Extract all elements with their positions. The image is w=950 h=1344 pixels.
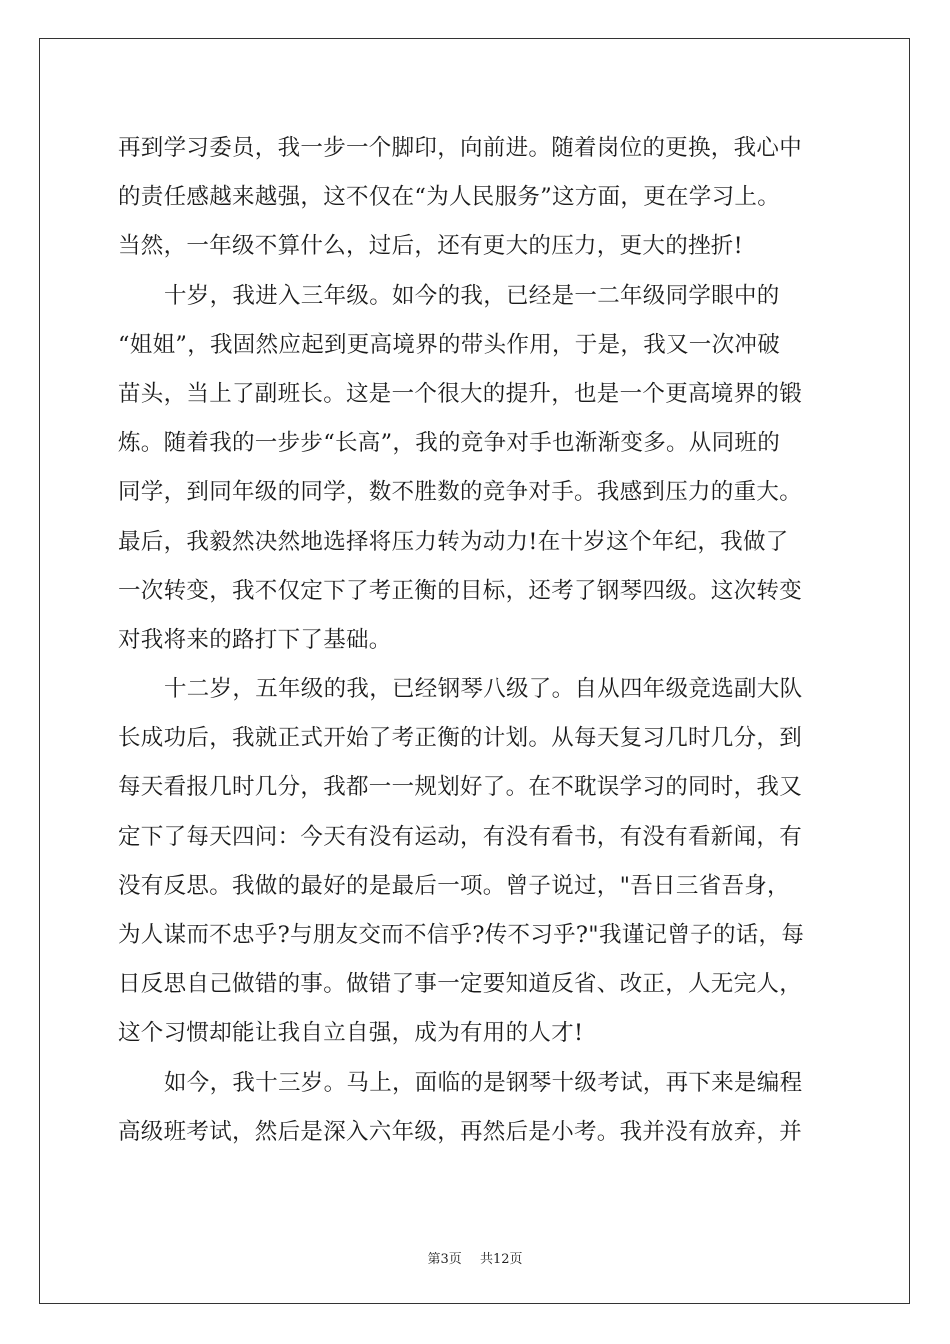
text-line: 十二岁，五年级的我，已经钢琴八级了。自从四年级竞选副大队 (164, 676, 803, 703)
text-line: 当然，一年级不算什么，过后，还有更大的压力，更大的挫折! (118, 233, 743, 260)
text-line: 定下了每天四问：今天有没有运动，有没有看书，有没有看新闻，有 (118, 823, 803, 850)
text-line: 再到学习委员，我一步一个脚印，向前进。随着岗位的更换，我心中 (118, 135, 803, 161)
text-line: 对我将来的路打下了基础。 (118, 626, 392, 653)
text-line: 这个习惯却能让我自立自强，成为有用的人才! (118, 1020, 584, 1047)
text-line: 的责任感越来越强，这不仅在“为人民服务”这方面，更在学习上。 (118, 184, 781, 211)
text-line: 高级班考试，然后是深入六年级，再然后是小考。我并没有放弃，并 (118, 1118, 803, 1145)
text-line: 为人谋而不忠乎?与朋友交而不信乎?传不习乎?"我谨记曾子的话，每 (118, 922, 805, 948)
text-line: 苗头，当上了副班长。这是一个很大的提升，也是一个更高境界的锻 (118, 380, 803, 407)
text-line: 长成功后，我就正式开始了考正衡的计划。从每天复习几时几分，到 (118, 725, 803, 752)
page-number: 第3页 (427, 1252, 462, 1267)
text-line: 每天看报几时几分，我都一一规划好了。在不耽误学习的同时，我又 (118, 774, 803, 801)
text-line: “姐姐”，我固然应起到更高境界的带头作用，于是，我又一次冲破 (118, 331, 781, 358)
document-body (118, 124, 834, 1157)
text-line: 日反思自己做错的事。做错了事一定要知道反省、改正，人无完人， (118, 971, 803, 998)
text-line: 同学，到同年级的同学，数不胜数的竞争对手。我感到压力的重大。 (118, 479, 803, 506)
page-footer (0, 1248, 950, 1267)
text-line: 如今，我十三岁。马上，面临的是钢琴十级考试，再下来是编程 (164, 1069, 803, 1096)
text-line: 炼。随着我的一步步“长高”，我的竞争对手也渐渐变多。从同班的 (118, 430, 781, 457)
text-line: 最后，我毅然决然地选择将压力转为动力!在十岁这个年纪，我做了 (118, 528, 789, 555)
text-line: 没有反思。我做的最好的是最后一项。曾子说过，"吾日三省吾身， (118, 872, 790, 899)
text-line: 十岁，我进入三年级。如今的我，已经是一二年级同学眼中的 (164, 282, 780, 309)
page-total: 共12页 (479, 1252, 523, 1267)
text-line: 一次转变，我不仅定下了考正衡的目标，还考了钢琴四级。这次转变 (118, 577, 803, 604)
